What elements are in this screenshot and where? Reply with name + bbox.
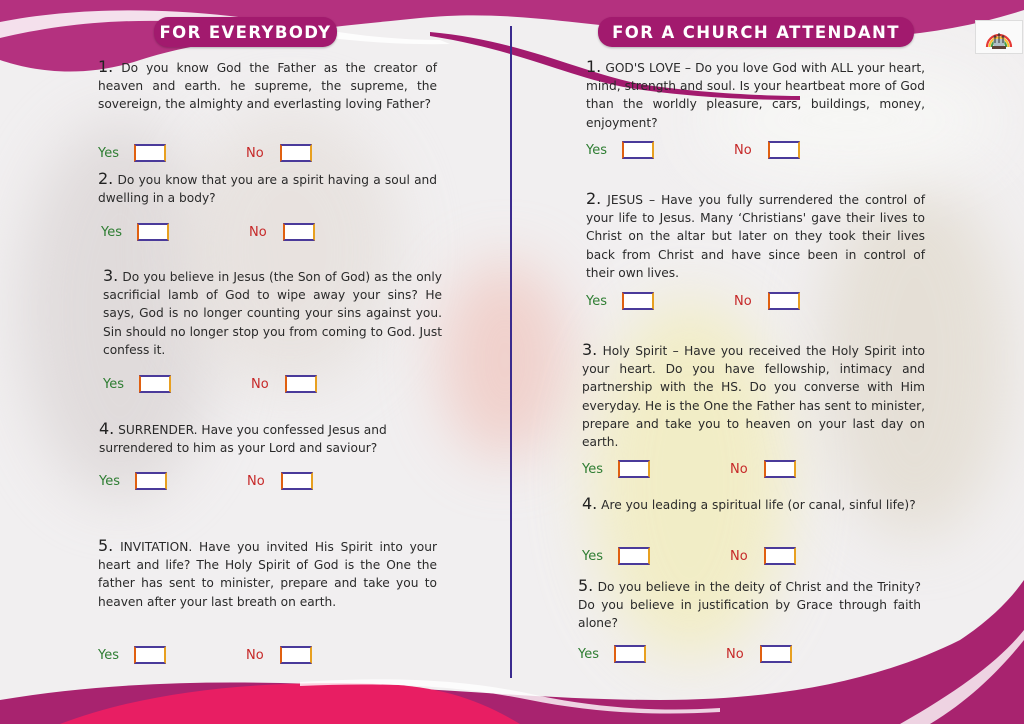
no-checkbox[interactable] (760, 645, 792, 663)
no-label: No (734, 142, 752, 158)
no-checkbox[interactable] (768, 141, 800, 159)
yes-label: Yes (101, 224, 122, 240)
yes-checkbox[interactable] (139, 375, 171, 393)
answer-row-right-2 (586, 292, 880, 310)
question-left-5: 5. INVITATION. Have you invited His Spirit into your heart and life? The Holy Spirit of God is the One the father has sent to minister, prepare and take you to heaven after your last breath on earth. (98, 536, 437, 609)
no-checkbox[interactable] (764, 460, 796, 478)
yes-label: Yes (99, 473, 120, 489)
answer-row-left-4 (99, 472, 393, 490)
question-right-1: 1. GOD'S LOVE – Do you love God with ALL your heart, mind, strength and soul. Is your heartbeat more of God than the worldly pleasure, cars, buildings, money, enjoyment? (586, 57, 925, 130)
no-label: No (246, 145, 264, 161)
yes-checkbox[interactable] (134, 646, 166, 664)
yes-label: Yes (582, 461, 603, 477)
yes-checkbox[interactable] (618, 547, 650, 565)
answer-row-right-4 (582, 547, 876, 565)
question-left-2: 2. Do you know that you are a spirit having a soul and dwelling in a body? (98, 169, 437, 206)
no-checkbox[interactable] (764, 547, 796, 565)
yes-label: Yes (586, 293, 607, 309)
yes-checkbox[interactable] (622, 292, 654, 310)
no-checkbox[interactable] (280, 144, 312, 162)
yes-label: Yes (578, 646, 599, 662)
section-header-church-attendant: FOR A CHURCH ATTENDANT (598, 17, 914, 47)
question-right-4: 4. Are you leading a spiritual life (or canal, sinful life)? (582, 494, 916, 513)
answer-row-left-3 (103, 375, 397, 393)
no-checkbox[interactable] (283, 223, 315, 241)
answer-row-left-2 (101, 223, 395, 241)
no-label: No (730, 461, 748, 477)
yes-label: Yes (98, 145, 119, 161)
question-left-3: 3. Do you believe in Jesus (the Son of God) as the only sacrificial lamb of God to wipe away your sins? He says, God is no longer counting your sins against you. Sin should no longer stop you from coming to God. Just confess it. (103, 266, 442, 357)
yes-label: Yes (582, 548, 603, 564)
yes-label: Yes (586, 142, 607, 158)
yes-checkbox[interactable] (137, 223, 169, 241)
no-checkbox[interactable] (768, 292, 800, 310)
yes-checkbox[interactable] (622, 141, 654, 159)
yes-checkbox[interactable] (134, 144, 166, 162)
column-divider (510, 26, 512, 678)
section-header-for-everybody: FOR EVERYBODY (154, 17, 337, 47)
no-label: No (249, 224, 267, 240)
question-right-3: 3. Holy Spirit – Have you received the Holy Spirit into your heart. Do you have fellowship, intimacy and partnership with the HS. Do you converse with Him everyday. He is the One the Father has sent to minister, prepare and take you to heaven on your last day on earth. (582, 340, 925, 450)
answer-row-left-1 (98, 144, 392, 162)
answer-row-right-5 (578, 645, 872, 663)
yes-checkbox[interactable] (614, 645, 646, 663)
no-label: No (730, 548, 748, 564)
no-label: No (246, 647, 264, 663)
no-label: No (251, 376, 269, 392)
yes-checkbox[interactable] (135, 472, 167, 490)
answer-row-right-1 (586, 141, 880, 159)
no-label: No (734, 293, 752, 309)
no-label: No (726, 646, 744, 662)
question-right-2: 2. JESUS – Have you fully surrendered the control of your life to Jesus. Many ‘Christians' gave their lives to Christ on the altar but later on they took their lives back from Christ and have since been in control of their own lives. (586, 189, 925, 280)
question-right-5: 5. Do you believe in the deity of Christ and the Trinity? Do you believe in justification by Grace through faith alone? (578, 576, 921, 631)
no-label: No (247, 473, 265, 489)
church-logo-icon (975, 20, 1023, 54)
answer-row-right-3 (582, 460, 876, 478)
question-left-1: 1. Do you know God the Father as the creator of heaven and earth. he supreme, the supreme, the sovereign, the almighty and everlasting loving Father? (98, 57, 437, 112)
no-checkbox[interactable] (281, 472, 313, 490)
no-checkbox[interactable] (285, 375, 317, 393)
answer-row-left-5 (98, 646, 392, 664)
yes-checkbox[interactable] (618, 460, 650, 478)
yes-label: Yes (98, 647, 119, 663)
yes-label: Yes (103, 376, 124, 392)
question-left-4: 4. SURRENDER. Have you confessed Jesus and surrendered to him as your Lord and saviour? (99, 419, 387, 456)
no-checkbox[interactable] (280, 646, 312, 664)
